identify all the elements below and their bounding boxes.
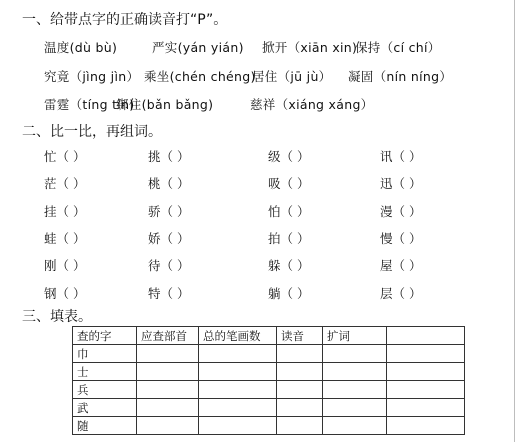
blank-cell[interactable] [199, 381, 277, 399]
blank-cell[interactable] [199, 345, 277, 363]
compare-item: 桃（ ） [148, 176, 190, 191]
table-header-cell [387, 327, 465, 345]
blank-cell[interactable] [277, 417, 323, 435]
pinyin-item: 居住（jū jù） [252, 69, 332, 84]
compare-item: 躺（ ） [268, 286, 310, 301]
pinyin-item: 乘坐(chén chéng) [144, 69, 256, 84]
fill-in-table [72, 326, 465, 435]
compare-item: 怕（ ） [268, 204, 310, 219]
blank-cell[interactable] [137, 399, 199, 417]
compare-item: 迅（ ） [380, 176, 422, 191]
compare-item: 漫（ ） [380, 204, 422, 219]
compare-item: 讯（ ） [380, 149, 422, 164]
pinyin-item: 究竟（jìng jìn） [44, 69, 140, 84]
table-header-cell: 扩词 [323, 327, 387, 345]
pinyin-item: 雷霆（tíng tín) [44, 97, 135, 112]
pinyin-item: 保持（cí chí） [355, 40, 441, 55]
pinyin-item: 温度(dù bù) [44, 40, 118, 55]
blank-cell[interactable] [277, 381, 323, 399]
table-header-row [73, 327, 465, 345]
pinyin-item: 绑住(bǎn bǎng) [116, 97, 214, 112]
compare-item: 屋（ ） [380, 258, 422, 273]
section1-heading: 一、给带点字的正确读音打“P”。 [22, 12, 228, 28]
page-edge-divider [514, 0, 515, 442]
blank-cell[interactable] [199, 417, 277, 435]
table-row [73, 381, 465, 399]
table-header-cell: 总的笔画数 [199, 327, 277, 345]
compare-item: 待（ ） [148, 258, 190, 273]
compare-item: 娇（ ） [148, 231, 190, 246]
table-row [73, 417, 465, 435]
blank-cell[interactable] [277, 363, 323, 381]
pinyin-item: 凝固（nín níng） [348, 69, 453, 84]
pinyin-item: 掀开（xiān xin) [262, 40, 358, 55]
table-header-cell: 查的字 [73, 327, 137, 345]
blank-cell[interactable] [387, 381, 465, 399]
table-row [73, 345, 465, 363]
table-header-cell: 应查部首 [137, 327, 199, 345]
blank-cell[interactable] [387, 399, 465, 417]
blank-cell[interactable] [199, 399, 277, 417]
lookup-char-cell: 随 [73, 417, 137, 435]
table-row [73, 363, 465, 381]
compare-item: 挂（ ） [44, 204, 86, 219]
compare-item: 挑（ ） [148, 149, 190, 164]
pinyin-item: 慈祥（xiáng xáng） [250, 97, 374, 112]
compare-item: 吸（ ） [268, 176, 310, 191]
lookup-char-cell: 兵 [73, 381, 137, 399]
compare-item: 躲（ ） [268, 258, 310, 273]
table-row [73, 399, 465, 417]
section3-heading: 三、填表。 [22, 309, 92, 325]
blank-cell[interactable] [137, 381, 199, 399]
blank-cell[interactable] [323, 399, 387, 417]
blank-cell[interactable] [323, 363, 387, 381]
compare-item: 级（ ） [268, 149, 310, 164]
blank-cell[interactable] [137, 345, 199, 363]
compare-item: 骄（ ） [148, 204, 190, 219]
blank-cell[interactable] [323, 417, 387, 435]
blank-cell[interactable] [323, 345, 387, 363]
blank-cell[interactable] [137, 363, 199, 381]
compare-item: 蛙（ ） [44, 231, 86, 246]
compare-item: 拍（ ） [268, 231, 310, 246]
compare-item: 慢（ ） [380, 231, 422, 246]
blank-cell[interactable] [387, 345, 465, 363]
blank-cell[interactable] [277, 399, 323, 417]
pinyin-item: 严实(yán yián) [152, 40, 244, 55]
blank-cell[interactable] [199, 363, 277, 381]
lookup-char-cell: 士 [73, 363, 137, 381]
blank-cell[interactable] [387, 417, 465, 435]
blank-cell[interactable] [323, 381, 387, 399]
lookup-char-cell: 巾 [73, 345, 137, 363]
blank-cell[interactable] [387, 363, 465, 381]
section2-heading: 二、比一比，再组词。 [22, 124, 162, 140]
compare-item: 刚（ ） [44, 258, 86, 273]
table-header-cell: 读音 [277, 327, 323, 345]
compare-item: 特（ ） [148, 286, 190, 301]
compare-item: 钢（ ） [44, 286, 86, 301]
blank-cell[interactable] [277, 345, 323, 363]
lookup-char-cell: 武 [73, 399, 137, 417]
compare-item: 忙（ ） [44, 149, 86, 164]
blank-cell[interactable] [137, 417, 199, 435]
compare-item: 层（ ） [380, 286, 422, 301]
compare-item: 茫（ ） [44, 176, 86, 191]
